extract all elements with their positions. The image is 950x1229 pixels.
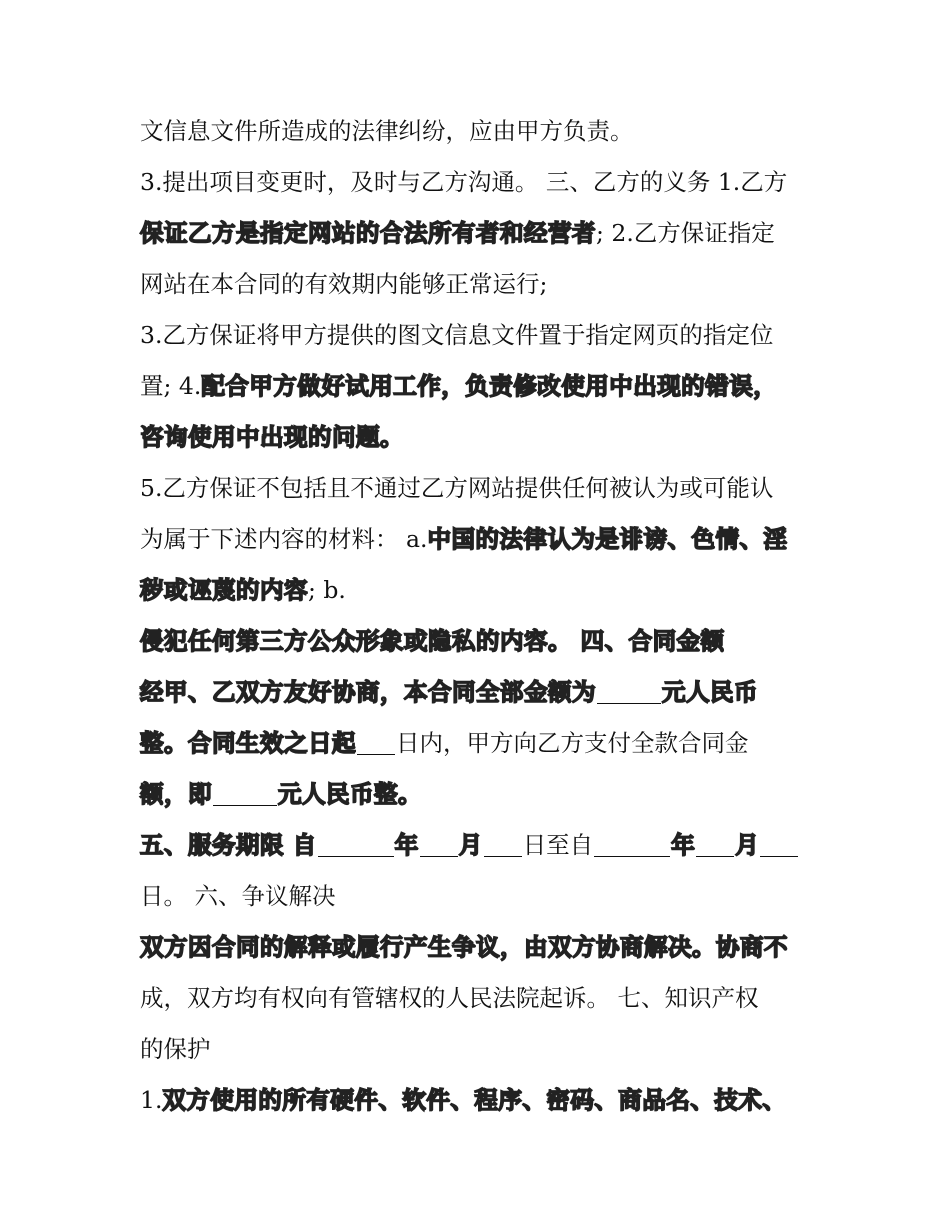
- line-text: 日至自: [522, 831, 594, 859]
- styled-text: 配合甲方做好试用工作，负责修改使用中出现的错误，: [201, 372, 778, 400]
- text-line: [140, 871, 820, 922]
- styled-text: 保证乙方是指定网站的合法所有者和经营者: [140, 219, 596, 247]
- fill-in-blank: [696, 832, 734, 858]
- document-body: [140, 106, 820, 1126]
- line-text: ; b.: [308, 576, 346, 604]
- line-text: 网站在本合同的有效期内能够正常运行;: [140, 270, 548, 298]
- styled-text: 年: [394, 831, 419, 859]
- line-text: 1.: [140, 1086, 163, 1114]
- text-line: [140, 922, 820, 973]
- line-text: 文信息文件所造成的法律纠纷，应由甲方负责。: [140, 117, 634, 145]
- fill-in-blank: [318, 832, 394, 858]
- text-line: [140, 463, 820, 514]
- text-line: [140, 667, 820, 718]
- line-text: 3.乙方保证将甲方提供的图文信息文件置于指定网页的指定位: [140, 321, 774, 349]
- styled-text: 双方使用的所有硬件、软件、程序、密码、商品名、技术、: [162, 1086, 787, 1114]
- styled-text: 月: [458, 831, 483, 859]
- line-text: 3.提出项目变更时，及时与乙方沟通。 三、乙方的义务 1.乙方: [140, 168, 788, 196]
- fill-in-blank: [594, 832, 670, 858]
- styled-text: 侵犯任何第三方公众形象或隐私的内容。 四、合同金额: [140, 627, 725, 655]
- styled-text: 元人民币: [662, 678, 758, 706]
- styled-text: 咨询使用中出现的问题。: [140, 423, 404, 451]
- fill-in-blank: [760, 832, 798, 858]
- line-text: 的保护: [140, 1035, 211, 1063]
- text-line: [140, 106, 820, 157]
- styled-text: 五、服务期限 自: [140, 831, 317, 859]
- text-line: [140, 565, 820, 616]
- text-line: [140, 973, 820, 1024]
- text-line: [140, 616, 820, 667]
- text-line: [140, 259, 820, 310]
- fill-in-blank: [420, 832, 458, 858]
- text-line: [140, 208, 820, 259]
- text-line: [140, 361, 820, 412]
- line-text: 5.乙方保证不包括且不通过乙方网站提供任何被认为或可能认: [140, 474, 774, 502]
- fill-in-blank: [357, 730, 395, 756]
- line-text: ; 2.乙方保证指定: [596, 219, 775, 247]
- line-text: 日。 六、争议解决: [140, 882, 336, 910]
- text-line: [140, 1024, 820, 1075]
- fill-in-blank: [484, 832, 522, 858]
- styled-text: 经甲、乙双方友好协商，本合同全部金额为: [140, 678, 596, 706]
- styled-text: 元人民币整。: [278, 780, 422, 808]
- line-text: 日内，甲方向乙方支付全款合同金: [396, 729, 749, 757]
- text-line: [140, 820, 820, 871]
- text-line: [140, 769, 820, 820]
- styled-text: 中国的法律认为是诽谤、色情、淫: [427, 525, 788, 553]
- line-text: 成，双方均有权向有管辖权的人民法院起诉。 七、知识产权: [140, 984, 759, 1012]
- text-line: [140, 412, 820, 463]
- line-text: 为属于下述内容的材料： a.: [140, 525, 428, 553]
- text-line: [140, 514, 820, 565]
- text-line: [140, 310, 820, 361]
- styled-text: 双方因合同的解释或履行产生争议，由双方协商解决。协商不: [140, 933, 788, 961]
- styled-text: 额，即: [140, 780, 212, 808]
- fill-in-blank: [597, 679, 661, 705]
- text-line: [140, 157, 820, 208]
- styled-text: 秽或诬蔑的内容: [140, 576, 308, 604]
- line-text: 置; 4.: [140, 372, 202, 400]
- text-line: [140, 1075, 820, 1126]
- styled-text: 整。合同生效之日起: [140, 729, 356, 757]
- styled-text: 年: [671, 831, 696, 859]
- text-line: [140, 718, 820, 769]
- fill-in-blank: [213, 781, 277, 807]
- styled-text: 月: [735, 831, 760, 859]
